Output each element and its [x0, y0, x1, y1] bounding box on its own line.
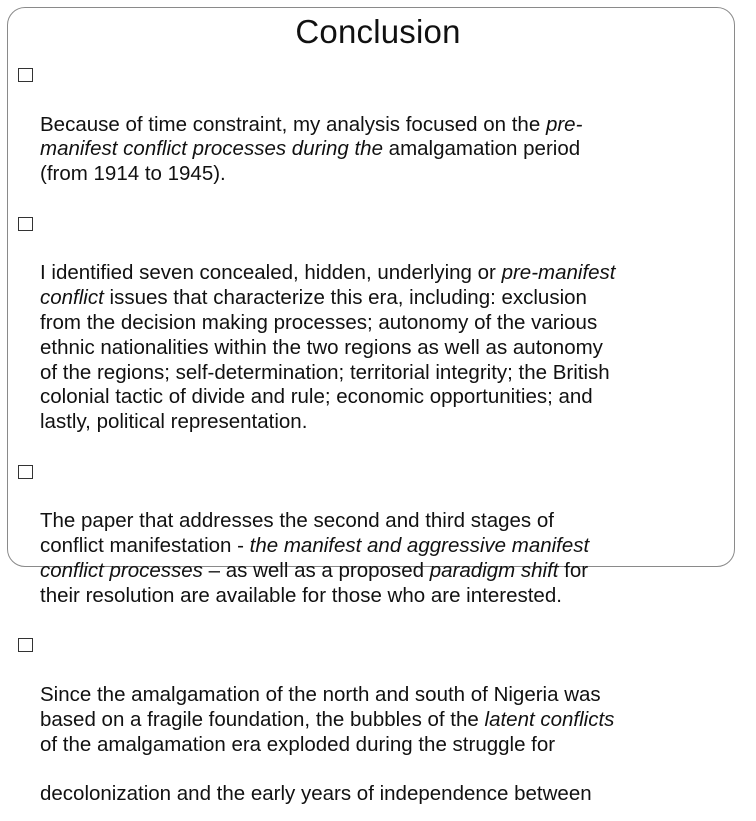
bullet-text: Because of time constraint, my analysis focused on the pre- manifest conflict processes during the amalgamation period (from 1914 to 1945). — [40, 112, 583, 186]
checkbox-bullet-icon — [18, 68, 33, 82]
bullet-text: The paper that addresses the second and third stages of conflict manifestation - the manifest and aggressive manifest conflict processes – as well as a proposed paradigm shift for their resolution are available for those who are interested. — [40, 509, 590, 607]
bullet-text-cut-off: decolonization and the early years of independence between — [40, 782, 592, 806]
checkbox-bullet-icon — [18, 465, 33, 479]
bullet-list — [18, 63, 718, 821]
bullet-item — [18, 633, 718, 821]
checkbox-bullet-icon — [18, 638, 33, 652]
bullet-item — [18, 212, 718, 460]
bullet-item — [18, 460, 718, 634]
bullet-text: I identified seven concealed, hidden, underlying or pre-manifest conflict issues that characterize this era, including: exclusion from the decision making processes; autonomy of the various ethnic nationalities within the two regions as well as autonomy of the regions; self-determination; territorial integrity; the British colonial tactic of divide and rule; economic opportunities; and lastly, political representation. — [40, 261, 616, 434]
bullet-text: Since the amalgamation of the north and south of Nigeria was based on a fragile foundation, the bubbles of the latent conflicts of the amalgamation era exploded during the struggle for — [40, 682, 615, 756]
checkbox-bullet-icon — [18, 217, 33, 231]
slide-title: Conclusion — [295, 13, 461, 50]
bullet-item — [18, 63, 718, 212]
